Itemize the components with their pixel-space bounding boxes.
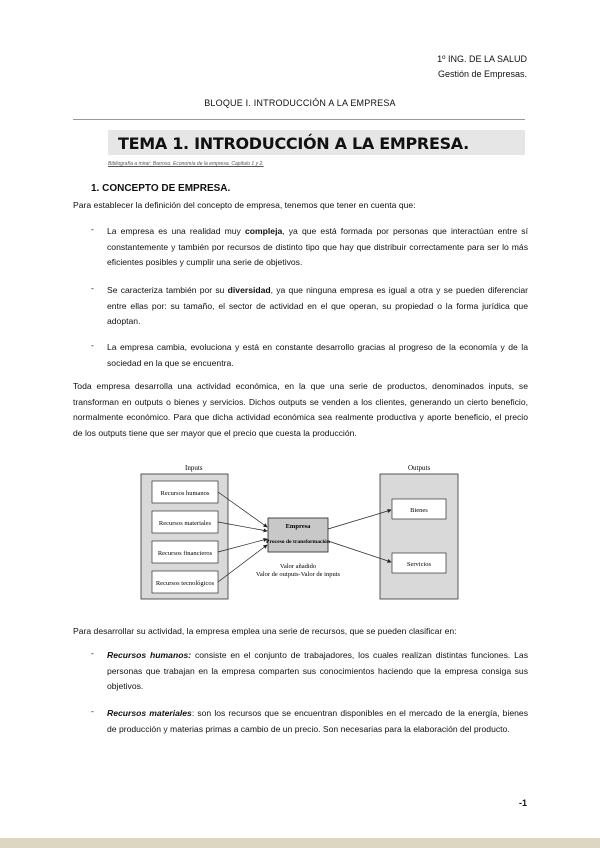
inputs-label: Inputs: [185, 464, 203, 472]
footer-bar: [0, 838, 600, 848]
bullet-text: La empresa cambia, evoluciona y está en constante desarrollo gracias al progreso de la economía y de la sociedad en la que se encuentra.: [107, 342, 528, 368]
bullet-human-resources: [107, 648, 528, 695]
term-material-resources: Recursos materiales: [107, 708, 192, 718]
input-label: Recursos materiales: [158, 520, 212, 527]
section-heading: 1. CONCEPTO DE EMPRESA.: [91, 183, 231, 194]
bullet-dash: -: [91, 340, 94, 350]
valor-anadido-label: Valor añadido: [279, 563, 317, 570]
bullet-dash: -: [91, 648, 94, 658]
page-number: -1: [518, 798, 527, 808]
header-course: 1º ING. DE LA SALUD: [437, 54, 527, 64]
bullet-diversity: [107, 283, 528, 330]
bullet-text: La empresa es una realidad muy: [107, 226, 245, 236]
empresa-subtitle: Proceso de transformación: [266, 539, 330, 545]
bullet-text: , ya que ninguna empresa es igual a otra y se pueden diferenciar entre ellas por: su tamaño, el sector de actividad en el que operan, su propiedad o la forma jurídica que adoptan.: [107, 285, 528, 326]
topic-title: TEMA 1. INTRODUCCIÓN A LA EMPRESA.: [118, 134, 469, 153]
bullet-material-resources: [107, 706, 528, 737]
bullet-dash: -: [91, 224, 94, 234]
paragraph-economic-activity: Toda empresa desarrolla una actividad económica, en la que una serie de productos, denominados inputs, se transforman en outputs o bienes y servicios. Dichos outputs se venden a los clientes, generando un cierto beneficio, normalmente económico. Para que dicha actividad económica sea realmente productiva y aporte beneficio, el precio de los outputs tiene que ser mayor que el precio que cuesta la producción.: [73, 381, 528, 438]
header-subject: Gestión de Empresas.: [437, 69, 527, 79]
output-label: Servicios: [406, 561, 432, 568]
bullet-dash: -: [91, 706, 94, 716]
input-label: Recursos tecnológicos: [155, 580, 215, 587]
bullet-text: , ya que está formada por personas que interactúan entre sí constantemente y también por recursos de distinto tipo que hay que distribuir correctamente para ser lo más eficientes posibles y cumplir una serie de objetivos.: [107, 226, 528, 267]
term-human-resources: Recursos humanos:: [107, 650, 192, 660]
output-label: Bienes: [410, 507, 428, 514]
input-label: Recursos financieros: [157, 550, 213, 557]
outputs-panel: [380, 474, 458, 599]
bullet-bold: compleja: [244, 226, 283, 236]
bullet-change: [107, 340, 528, 371]
block-title: BLOQUE I. INTRODUCCIÓN A LA EMPRESA: [204, 98, 396, 108]
bullet-text: Se caracteriza también por su: [107, 285, 228, 295]
valor-formula-label: Valor de outputs-Valor de inputs: [255, 571, 341, 578]
inputs-outputs-diagram: [140, 461, 460, 603]
bullet-text: consiste en el conjunto de trabajadores, los cuales realizan distintas funciones. Las personas que trabajan en la empresa comparten sus conocimientos haciendo que la empresa consiga sus objetivos.: [107, 650, 528, 691]
empresa-title: Empresa: [285, 523, 311, 530]
input-label: Recursos humanos: [160, 490, 210, 497]
outputs-label: Outputs: [408, 464, 431, 472]
bullet-dash: -: [91, 283, 94, 293]
bullet-text: : son los recursos que se encuentran disponibles en el mercado de la energía, bienes de producción y materias primas a cambio de un precio. Son necesarias para la elaboración del producto.: [107, 708, 529, 734]
bibliography-link[interactable]: Bibliografía a mirar: Barroso. Economía de la empresa. Capítulo 1 y 2.: [108, 161, 264, 167]
header-divider: [73, 119, 525, 120]
resources-intro: Para desarrollar su actividad, la empresa emplea una serie de recursos, que se pueden clasificar en:: [73, 626, 457, 636]
section-intro: Para establecer la definición del concepto de empresa, tenemos que tener en cuenta que:: [73, 200, 416, 210]
bullet-complexity: [107, 224, 528, 271]
bullet-bold: diversidad: [227, 285, 271, 295]
